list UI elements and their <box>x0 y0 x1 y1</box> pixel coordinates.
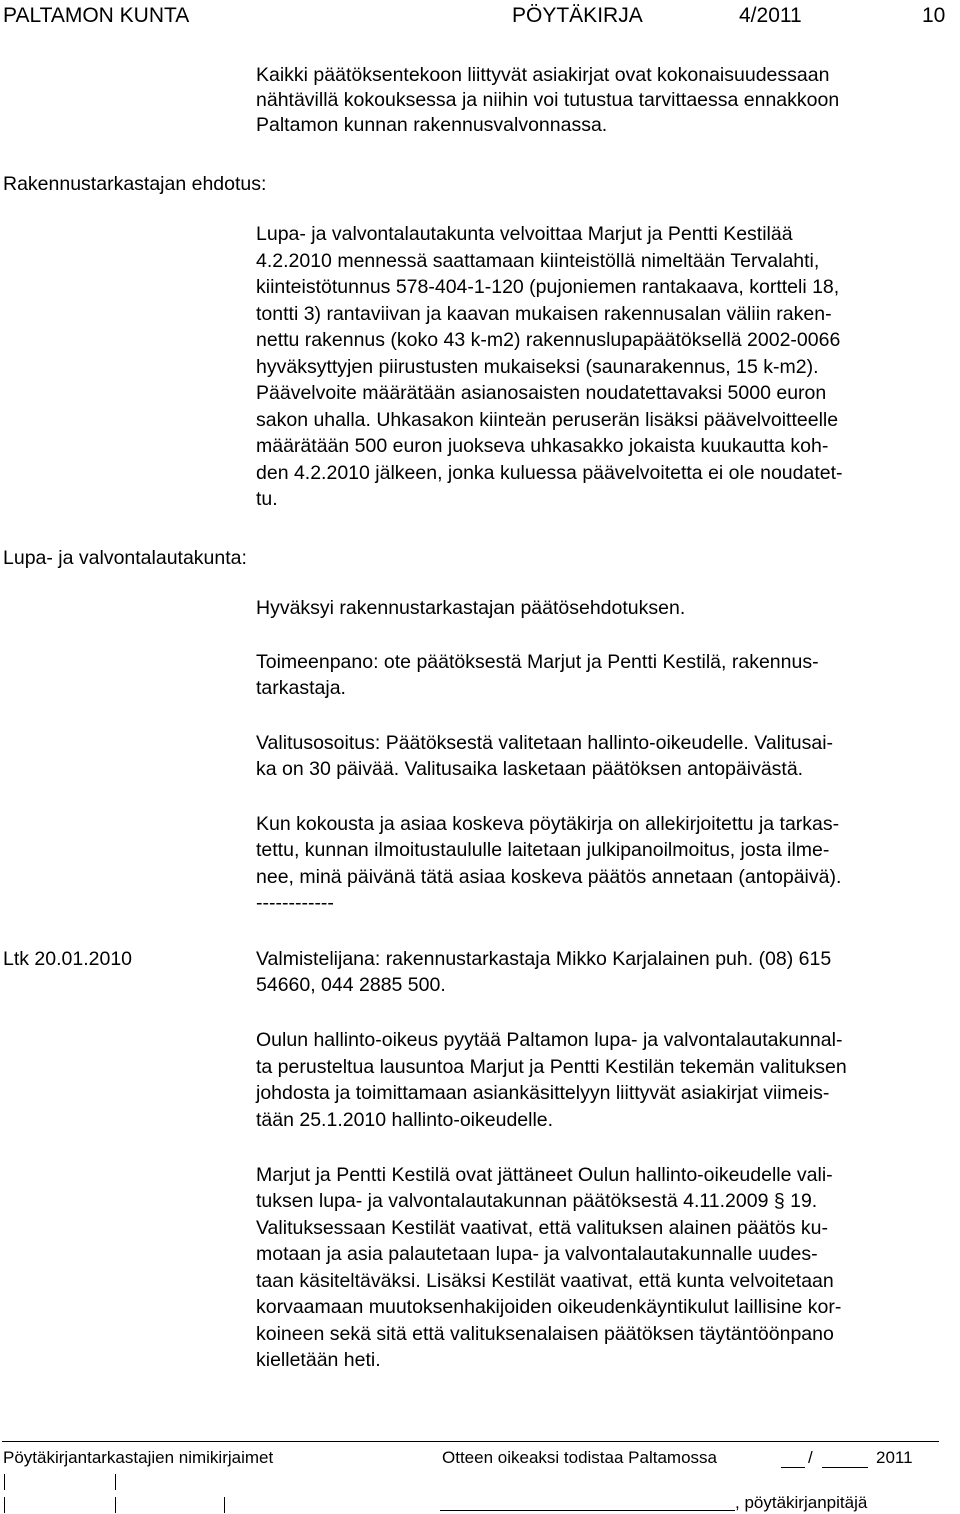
footer-secretary-label: , pöytäkirjanpitäjä <box>735 1493 868 1512</box>
text-line: nee, minä päivänä tätä asiaa koskeva päätös annetaan (antopäivä). <box>256 866 842 888</box>
text-line: nettu rakennus (koko 43 k-m2) rakennuslupapäätöksellä 2002-0066 <box>256 329 841 351</box>
text-line: tettu, kunnan ilmoitustaululle laitetaan julkipanoilmoitus, josta ilme- <box>256 839 830 861</box>
text-line: Kaikki päätöksentekoon liittyvät asiakirjat ovat kokonaisuudessaan <box>256 64 830 86</box>
text-line: koineen sekä sitä että valituksenalaisen päätöksen täytäntöönpano <box>256 1323 834 1345</box>
text-line: 4.2.2010 mennessä saattamaan kiinteistöllä nimeltään Tervalahti, <box>256 250 820 272</box>
footer-extract-label: Otteen oikeaksi todistaa Paltamossa <box>442 1448 717 1467</box>
text-line: kiinteistötunnus 578-404-1-120 (pujoniemen rantakaava, kortteli 18, <box>256 276 840 298</box>
signature-box-divider <box>4 1497 5 1513</box>
text-line: ka on 30 päivää. Valitusaika lasketaan päätöksen antopäivästä. <box>256 758 804 780</box>
text-line: Päävelvoite määrätään asianosaisten noudatettavaksi 5000 euron <box>256 382 827 404</box>
text-line: Valmistelijana: rakennustarkastaja Mikko Karjalainen puh. (08) 615 <box>256 948 832 970</box>
text-line: hyväksyttyjen piirustusten mukaiseksi (saunarakennus, 15 k-m2). <box>256 356 819 378</box>
text-line: Valitusosoitus: Päätöksestä valitetaan hallinto-oikeudelle. Valitusai- <box>256 732 834 754</box>
text-line: motaan ja asia palautetaan lupa- ja valvontalautakunnalle uudes- <box>256 1243 818 1265</box>
text-line: tu. <box>256 488 278 510</box>
label-ltk: Ltk 20.01.2010 <box>3 948 133 970</box>
text-line: Paltamon kunnan rakennusvalvonnassa. <box>256 114 608 136</box>
footer-year: 2011 <box>876 1448 913 1467</box>
text-line: Kun kokousta ja asiaa koskeva pöytäkirja on allekirjoitettu ja tarkas- <box>256 813 840 835</box>
text-line: Toimeenpano: ote päätöksestä Marjut ja Pentti Kestilä, rakennus- <box>256 651 819 673</box>
signature-box-divider <box>4 1474 5 1490</box>
footer-rule <box>2 1441 939 1442</box>
paragraph-approved: Hyväksyi rakennustarkastajan päätösehdotuksen. <box>256 597 686 619</box>
label-board: Lupa- ja valvontalautakunta: <box>3 547 247 569</box>
header-page: 10 <box>922 4 946 27</box>
footer-signatures-label: Pöytäkirjantarkastajien nimikirjaimet <box>3 1448 274 1467</box>
text-line: Oulun hallinto-oikeus pyytää Paltamon lupa- ja valvontalautakunnal- <box>256 1029 843 1051</box>
signature-box-divider <box>115 1497 116 1513</box>
text-line: ------------ <box>256 892 334 914</box>
text-line: tään 25.1.2010 hallinto-oikeudelle. <box>256 1109 554 1131</box>
text-line: korvaamaan muutoksenhakijoiden oikeudenkäyntikulut laillisine kor- <box>256 1296 842 1318</box>
text-line: määrätään 500 euron juokseva uhkasakko jokaista kuukautta koh- <box>256 435 829 457</box>
signature-box-divider <box>224 1497 225 1513</box>
text-line: nähtävillä kokouksessa ja niihin voi tutustua tarvittaessa ennakkoon <box>256 89 840 111</box>
text-line: sakon uhalla. Uhkasakon kiinteän peruserän lisäksi päävelvoitteelle <box>256 409 839 431</box>
secretary-signature-line <box>440 1510 735 1511</box>
header-issue: 4/2011 <box>739 4 802 27</box>
text-line: tarkastaja. <box>256 677 346 699</box>
text-line: tontti 3) rantaviivan ja kaavan mukaisen rakennusalan väliin raken- <box>256 303 832 325</box>
text-line: Lupa- ja valvontalautakunta velvoittaa Marjut ja Pentti Kestilää <box>256 223 793 245</box>
text-line: johdosta ja toimittamaan asiankäsittelyyn liittyvät asiakirjat viimeis- <box>256 1082 830 1104</box>
header-doc-type: PÖYTÄKIRJA <box>512 4 643 27</box>
label-proposal: Rakennustarkastajan ehdotus: <box>3 173 267 195</box>
text-line: ta perusteltua lausuntoa Marjut ja Pentti Kestilän tekemän valituksen <box>256 1056 847 1078</box>
footer-slash: / <box>808 1448 813 1467</box>
signature-box-divider <box>115 1474 116 1490</box>
header-org: PALTAMON KUNTA <box>3 4 190 27</box>
text-line: den 4.2.2010 jälkeen, jonka kuluessa päävelvoitetta ei ole noudatet- <box>256 462 843 484</box>
text-line: 54660, 044 2885 500. <box>256 974 446 996</box>
text-line: kielletään heti. <box>256 1349 381 1371</box>
text-line: taan käsiteltäväksi. Lisäksi Kestilät vaativat, että kunta velvoitetaan <box>256 1270 834 1292</box>
footer-month-line <box>822 1467 868 1468</box>
text-line: Valituksessaan Kestilät vaativat, että valituksen alainen päätös ku- <box>256 1217 828 1239</box>
footer-day-line <box>781 1467 805 1468</box>
text-line: tuksen lupa- ja valvontalautakunnan päätöksestä 4.11.2009 § 19. <box>256 1190 818 1212</box>
text-line: Marjut ja Pentti Kestilä ovat jättäneet Oulun hallinto-oikeudelle vali- <box>256 1164 833 1186</box>
